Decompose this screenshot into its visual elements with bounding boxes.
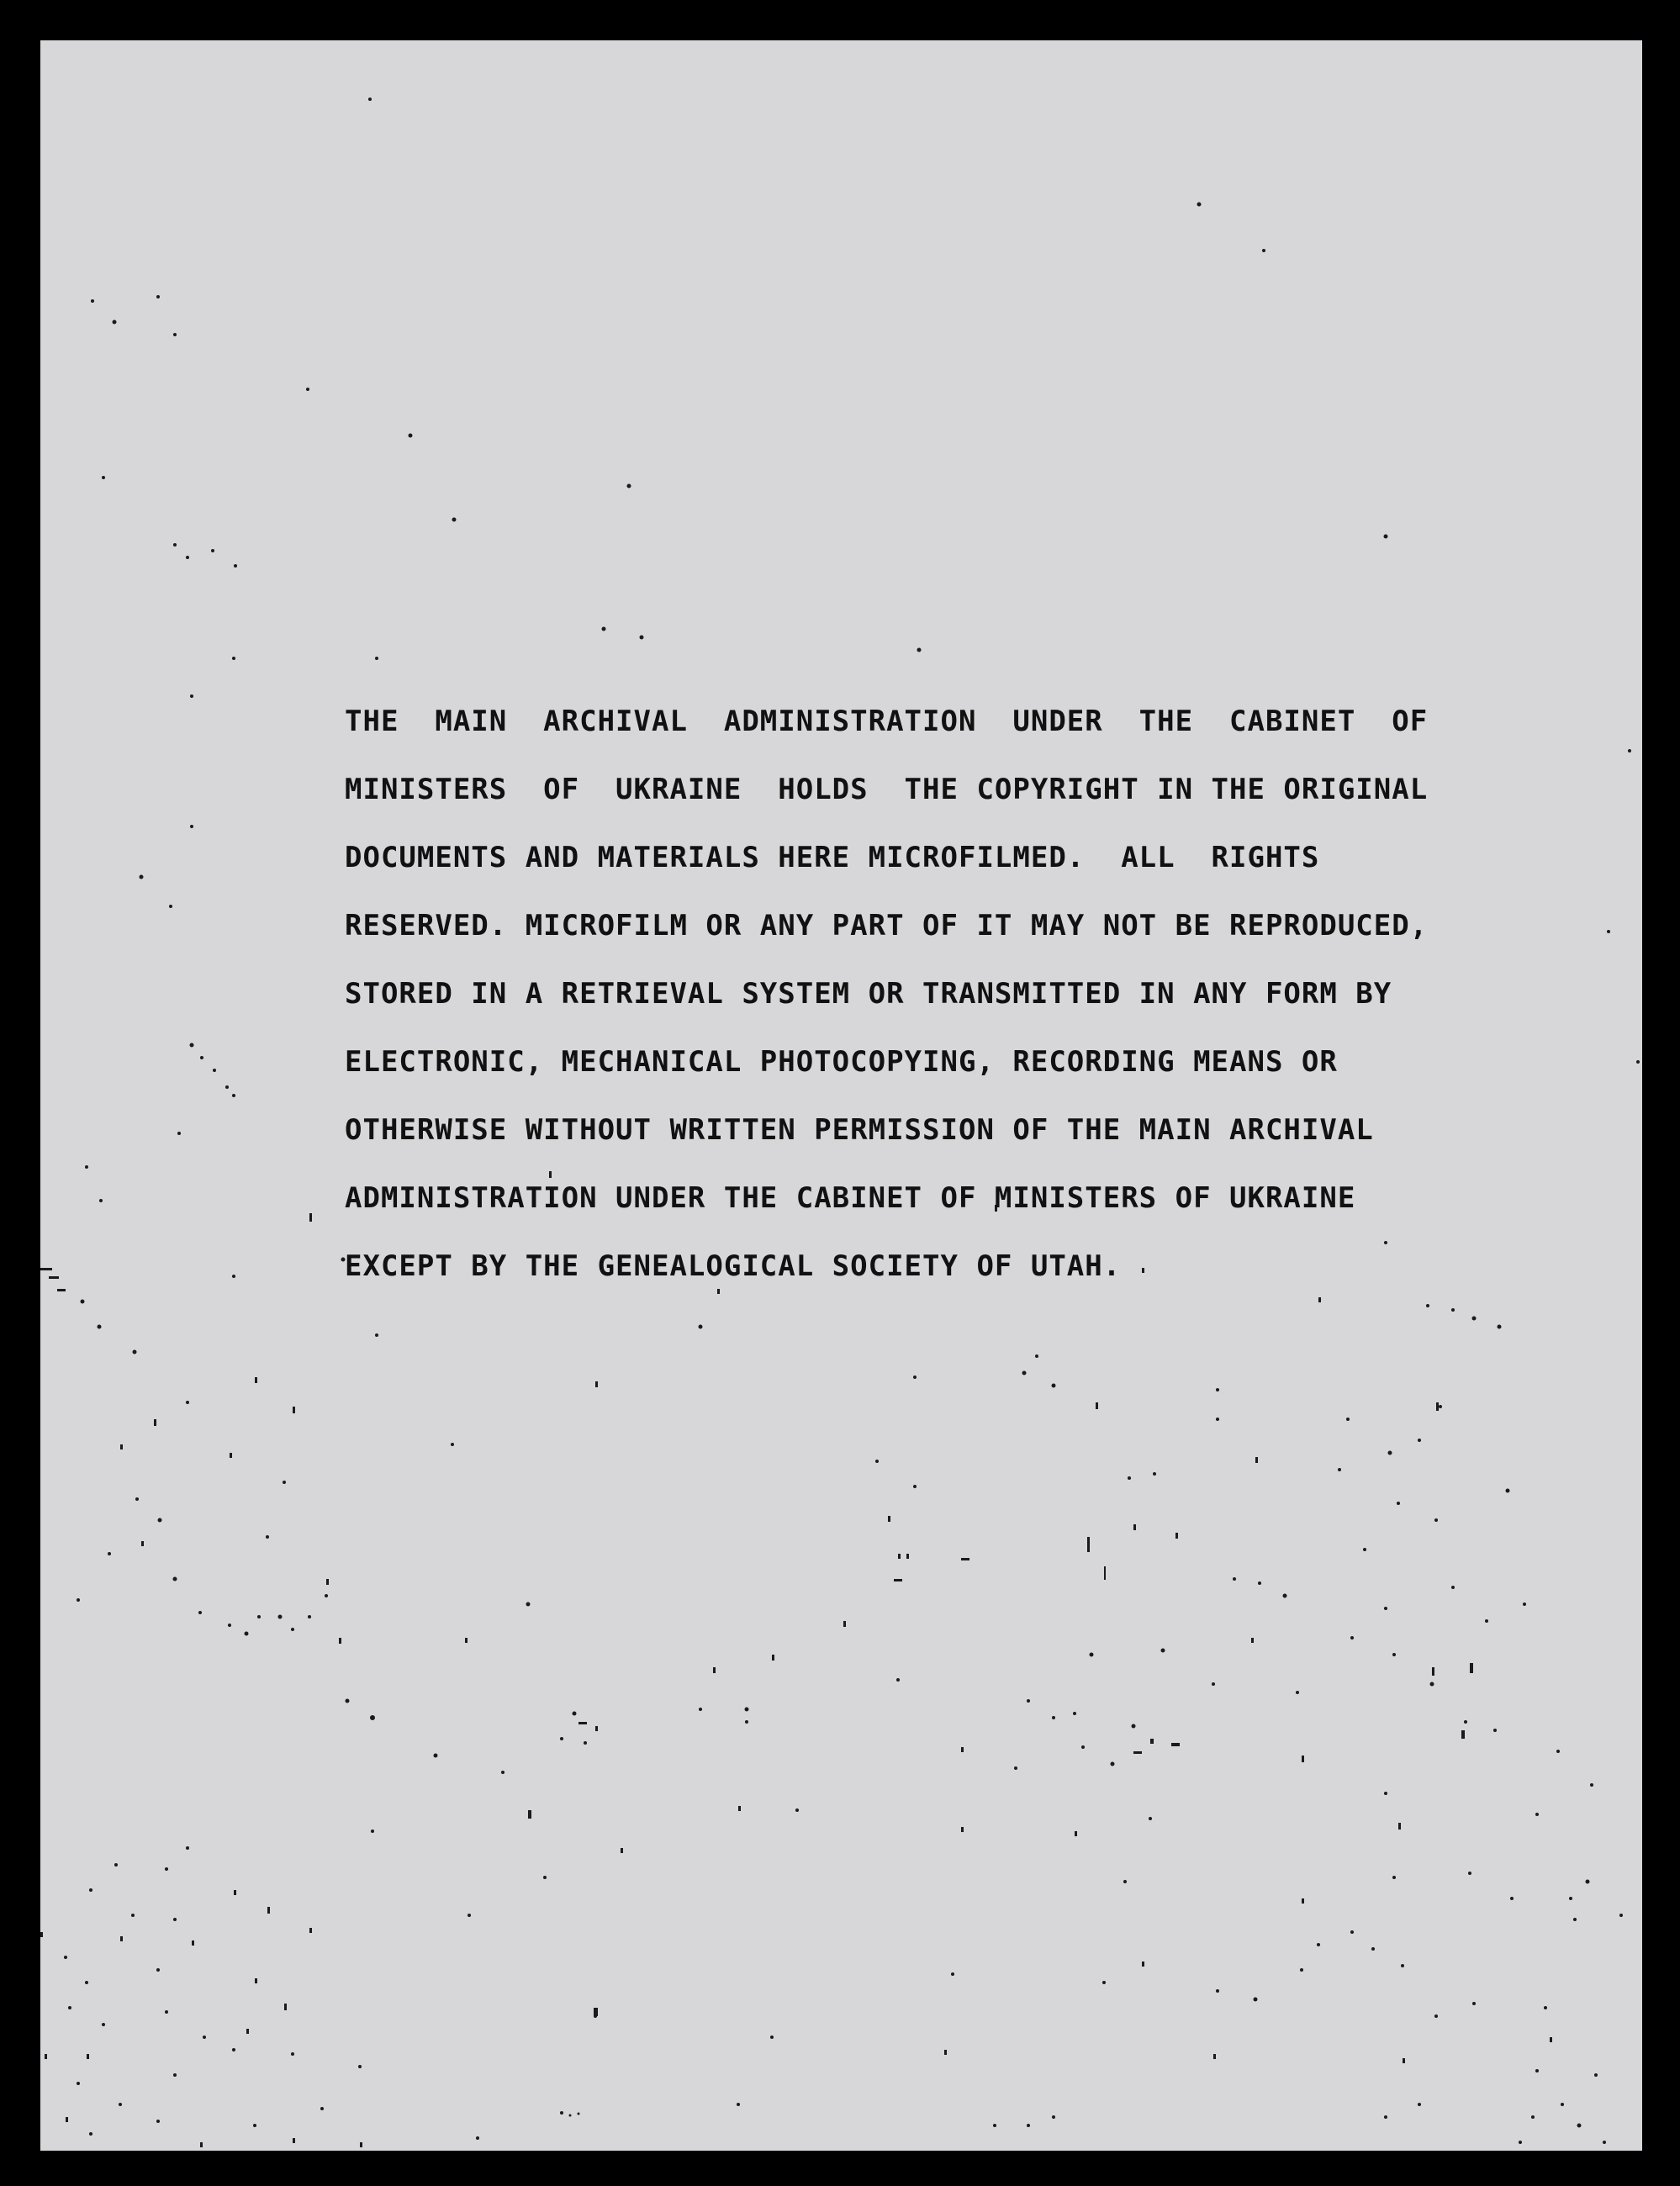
notice-line: THE MAIN ARCHIVAL ADMINISTRATION UNDER THE CABINET OF xyxy=(345,705,1429,738)
notice-line: STORED IN A RETRIEVAL SYSTEM OR TRANSMITTED IN ANY FORM BY xyxy=(345,977,1392,1011)
notice-line: MINISTERS OF UKRAINE HOLDS THE COPYRIGHT IN THE ORIGINAL xyxy=(345,773,1429,806)
notice-line: ADMINISTRATION UNDER THE CABINET OF MINISTERS OF UKRAINE xyxy=(345,1181,1356,1215)
notice-line: OTHERWISE WITHOUT WRITTEN PERMISSION OF THE MAIN ARCHIVAL xyxy=(345,1113,1374,1147)
microfilm-page xyxy=(40,40,1642,2151)
notice-line: EXCEPT BY THE GENEALOGICAL SOCIETY OF UTAH. xyxy=(345,1249,1122,1283)
notice-line: ELECTRONIC, MECHANICAL PHOTOCOPYING, RECORDING MEANS OR xyxy=(345,1045,1338,1079)
notice-line: RESERVED. MICROFILM OR ANY PART OF IT MAY NOT BE REPRODUCED, xyxy=(345,909,1429,943)
copyright-notice xyxy=(345,688,1589,1301)
notice-line: DOCUMENTS AND MATERIALS HERE MICROFILMED. ALL RIGHTS xyxy=(345,841,1320,874)
